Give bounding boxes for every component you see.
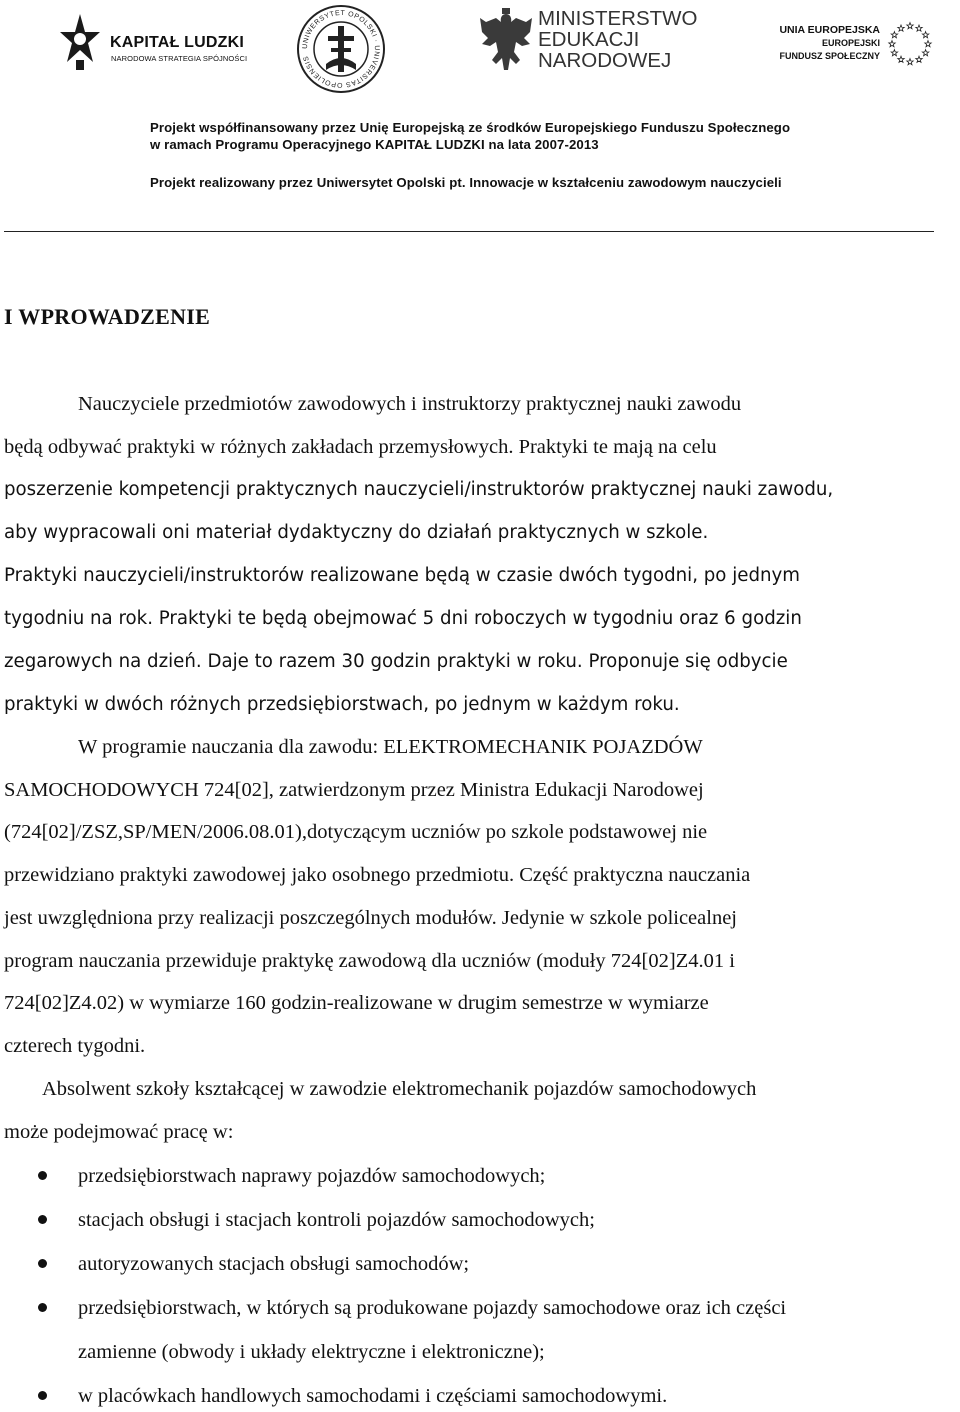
- bullet-icon: [38, 1259, 47, 1268]
- paragraph-2-line-5: jest uwzględniona przy realizacji poszczególnych modułów. Jedynie w szkole policealnej: [4, 907, 737, 929]
- ministry-line-3: NARODOWEJ: [538, 49, 672, 72]
- eu-stars-flag-icon: [886, 20, 934, 68]
- eu-star-icon: [922, 50, 928, 56]
- paragraph-1-line-6: tygodniu na rok. Praktyki te będą obejmować 5 dni roboczych w tygodniu oraz 6 godzin: [4, 608, 802, 629]
- kapital-ludzki-logo: [58, 8, 248, 78]
- bullet-icon: [38, 1171, 47, 1180]
- paragraph-2-line-6: program nauczania przewiduje praktykę zawodową dla uczniów (moduły 724[02]Z4.01 i: [4, 950, 735, 972]
- paragraph-1-line-8: praktyki w dwóch różnych przedsiębiorstwach, po jednym w każdym roku.: [4, 694, 680, 715]
- list-item-text: autoryzowanych stacjach obsługi samochodów;: [78, 1253, 470, 1275]
- university-seal-ring-text: UNIWERSYTET OPOLSKI · UNIVERSITAS OPOLIENSIS: [301, 9, 381, 89]
- polish-eagle-icon: [478, 8, 534, 78]
- list-item-text: w placówkach handlowych samochodami i częściami samochodowymi.: [78, 1385, 668, 1407]
- list-item-text-continued: zamienne (obwody i układy elektryczne i elektroniczne);: [78, 1341, 545, 1363]
- eu-star-icon: [898, 56, 904, 62]
- eu-line-3: FUNDUSZ SPOŁECZNY: [779, 51, 880, 61]
- paragraph-1-line-2: będą odbywać praktyki w różnych zakładach przemysłowych. Praktyki te mają na celu: [4, 436, 717, 458]
- eu-social-fund-logo: [760, 14, 940, 74]
- eu-star-icon: [916, 56, 922, 62]
- list-item-text: stacjach obsługi i stacjach kontroli pojazdów samochodowych;: [78, 1209, 595, 1231]
- paragraph-1-line-4: aby wypracowali oni materiał dydaktyczny do działań praktycznych w szkole.: [4, 522, 709, 543]
- paragraph-2-line-3: (724[02]/ZSZ,SP/MEN/2006.08.01),dotyczącym uczniów po szkole podstawowej nie: [4, 821, 708, 843]
- eu-line-2: EUROPEJSKI: [821, 38, 880, 48]
- kapital-ludzki-title: KAPITAŁ LUDZKI: [110, 34, 245, 51]
- paragraph-2-line-1: W programie nauczania dla zawodu: ELEKTROMECHANIK POJAZDÓW: [78, 736, 703, 758]
- university-opole-seal: [296, 4, 386, 94]
- eu-star-icon: [907, 23, 913, 29]
- project-programme-line: w ramach Programu Operacyjnego KAPITAŁ LUDZKI na lata 2007-2013: [150, 137, 599, 152]
- paragraph-2-line-2: SAMOCHODOWYCH 724[02], zatwierdzonym przez Ministra Edukacji Narodowej: [4, 779, 704, 801]
- eu-star-icon: [891, 32, 897, 38]
- paragraph-1-line-5: Praktyki nauczycieli/instruktorów realizowane będą w czasie dwóch tygodni, po jednym: [4, 565, 801, 586]
- paragraph-2-line-7: 724[02]Z4.02) w wymiarze 160 godzin-realizowane w drugim semestrze w wymiarze: [4, 992, 709, 1014]
- ministry-line-2: EDUKACJI: [538, 28, 640, 51]
- paragraph-1-line-1: Nauczyciele przedmiotów zawodowych i instruktorzy praktycznej nauki zawodu: [78, 393, 742, 415]
- paragraph-3-line-2: może podejmować pracę w:: [4, 1121, 234, 1143]
- section-heading: I WPROWADZENIE: [4, 304, 211, 329]
- eu-star-icon: [925, 41, 931, 47]
- paragraph-1-line-3: poszerzenie kompetencji praktycznych nauczycieli/instruktorów praktycznej nauki zawodu,: [4, 479, 834, 500]
- paragraph-2-line-4: przewidziano praktyki zawodowej jako osobnego przedmiotu. Część praktyczna nauczania: [4, 864, 751, 886]
- project-cofinanced-line: Projekt współfinansowany przez Unię Europejską ze środków Europejskiego Funduszu Społecznego: [150, 120, 791, 135]
- eu-star-icon: [891, 50, 897, 56]
- bullet-icon: [38, 1215, 47, 1224]
- ministry-education-logo: [478, 4, 718, 88]
- eu-line-1: UNIA EUROPEJSKA: [779, 24, 880, 36]
- list-item-text: przedsiębiorstwach, w których są produkowane pojazdy samochodowe oraz ich części: [78, 1297, 787, 1319]
- header-divider: [4, 231, 934, 232]
- paragraph-1-line-7: zegarowych na dzień. Daje to razem 30 godzin praktyki w roku. Proponuje się odbycie: [4, 651, 788, 672]
- list-item-text: przedsiębiorstwach naprawy pojazdów samochodowych;: [78, 1165, 546, 1187]
- eu-star-icon: [889, 41, 895, 47]
- kapital-ludzki-star-icon: [58, 12, 102, 72]
- paragraph-3-line-1: Absolwent szkoły kształcącej w zawodzie elektromechanik pojazdów samochodowych: [42, 1078, 757, 1100]
- eu-star-icon: [907, 59, 913, 65]
- paragraph-2-line-8: czterech tygodni.: [4, 1035, 146, 1057]
- bullet-icon: [38, 1303, 47, 1312]
- university-seal-cross-icon: [326, 26, 356, 72]
- ministry-line-1: MINISTERSTWO: [538, 7, 698, 30]
- kapital-ludzki-subtitle: NARODOWA STRATEGIA SPÓJNOŚCI: [111, 54, 248, 63]
- eu-star-icon: [916, 25, 922, 31]
- bullet-icon: [38, 1391, 47, 1400]
- eu-star-icon: [922, 32, 928, 38]
- project-realized-line: Projekt realizowany przez Uniwersytet Opolski pt. Innowacje w kształceniu zawodowym nauczycieli: [150, 175, 782, 190]
- eu-star-icon: [898, 25, 904, 31]
